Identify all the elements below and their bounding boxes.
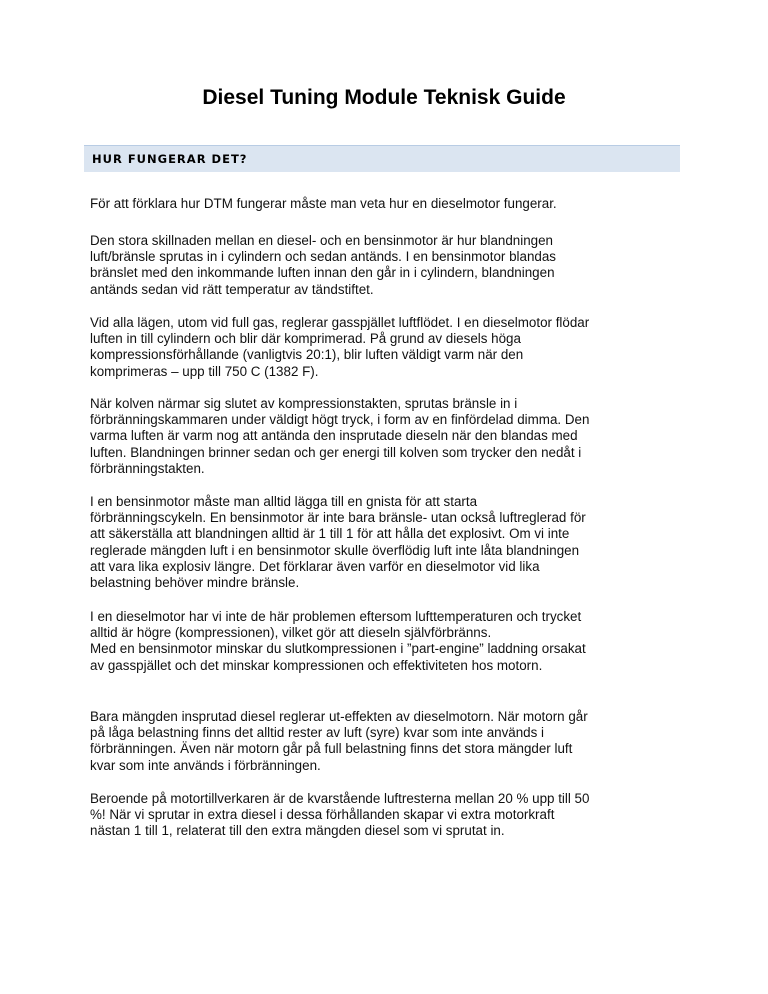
text-line: bränslet med den inkommande luften innan den går in i cylindern, blandningen xyxy=(90,265,555,281)
paragraph-self-ignition xyxy=(90,609,680,674)
paragraph-compression-stroke xyxy=(90,396,680,477)
paragraph-output-regulation xyxy=(90,709,680,774)
text-line: luften in till cylindern och blir där komprimerad. På grund av diesels höga xyxy=(90,331,521,347)
section-header-bar xyxy=(84,145,680,172)
paragraph-diesel-vs-petrol xyxy=(90,233,680,298)
text-line: förbränningen. Även när motorn går på full belastning finns det stora mängder luft xyxy=(90,741,573,757)
paragraph-throttle xyxy=(90,315,680,380)
text-line: förbränningscykeln. En bensinmotor är inte bara bränsle- utan också luftreglerad för xyxy=(90,510,586,526)
text-line: I en dieselmotor har vi inte de här problemen eftersom lufttemperaturen och trycket xyxy=(90,609,582,624)
text-line: För att förklara hur DTM fungerar måste man veta hur en dieselmotor fungerar. xyxy=(90,196,557,211)
text-line: I en bensinmotor måste man alltid lägga till en gnista för att starta xyxy=(90,494,478,509)
text-line: luft/bränsle sprutas in i cylindern och sedan antänds. I en bensinmotor blandas xyxy=(90,249,556,265)
text-line: förbränningskammaren under väldigt högt tryck, i form av en finfördelad dimma. Den xyxy=(90,412,590,428)
paragraph-spark xyxy=(90,494,680,591)
text-line: antänds sedan vid rätt temperatur av tändstiftet. xyxy=(90,281,374,297)
text-line: att säkerställa att blandningen alltid är 1 till 1 för att hålla det explosivt. Om vi inte xyxy=(90,526,570,542)
paragraph-residual-air xyxy=(90,791,680,840)
text-line: förbränningstakten. xyxy=(90,460,205,476)
section-heading: HUR FUNGERAR DET? xyxy=(92,152,248,166)
text-line: kompressionsförhållande (vanligtvis 20:1), blir luften väldigt varm när den xyxy=(90,347,524,363)
text-line: på låga belastning finns det alltid rester av luft (syre) kvar som inte används i xyxy=(90,725,545,741)
document-title: Diesel Tuning Module Teknisk Guide xyxy=(202,86,566,109)
text-line: luften. Blandningen brinner sedan och ger energi till kolven som trycker den nedåt i xyxy=(90,444,582,460)
text-line: Vid alla lägen, utom vid full gas, reglerar gasspjället luftflödet. I en dieselmotor flödar xyxy=(90,315,590,330)
text-line: reglerade mängden luft i en bensinmotor skulle överflödig luft inte låta blandningen xyxy=(90,542,580,558)
text-line: Beroende på motortillverkaren är de kvarstående luftresterna mellan 20 % upp till 50 xyxy=(90,791,590,806)
text-line: Den stora skillnaden mellan en diesel- och en bensinmotor är hur blandningen xyxy=(90,233,554,248)
text-line: Med en bensinmotor minskar du slutkompressionen i ”part-engine” laddning orsakat xyxy=(90,641,586,657)
text-line: %! När vi sprutar in extra diesel i dessa förhållanden skapar vi extra motorkraft xyxy=(90,807,555,823)
paragraph-intro xyxy=(90,196,680,212)
text-line: av gasspjället och det minskar kompressionen och effektiviteten hos motorn. xyxy=(90,657,543,673)
text-line: komprimeras – upp till 750 C (1382 F). xyxy=(90,363,319,379)
text-line: Bara mängden insprutad diesel reglerar ut-effekten av dieselmotorn. När motorn går xyxy=(90,709,588,724)
text-line: varma luften är varm nog att antända den insprutade dieseln när den blandas med xyxy=(90,428,578,444)
text-line: kvar som inte används i förbränningen. xyxy=(90,757,321,773)
text-line: alltid är högre (kompressionen), vilket gör att dieseln självförbränns. xyxy=(90,625,492,641)
text-line: att vara lika explosiv längre. Det förklarar även varför en dieselmotor vid lika xyxy=(90,558,540,574)
text-line: nästan 1 till 1, relaterat till den extra mängden diesel som vi sprutat in. xyxy=(90,823,505,839)
text-line: belastning behöver mindre bränsle. xyxy=(90,575,300,591)
text-line: När kolven närmar sig slutet av kompressionstakten, sprutas bränsle in i xyxy=(90,396,518,411)
